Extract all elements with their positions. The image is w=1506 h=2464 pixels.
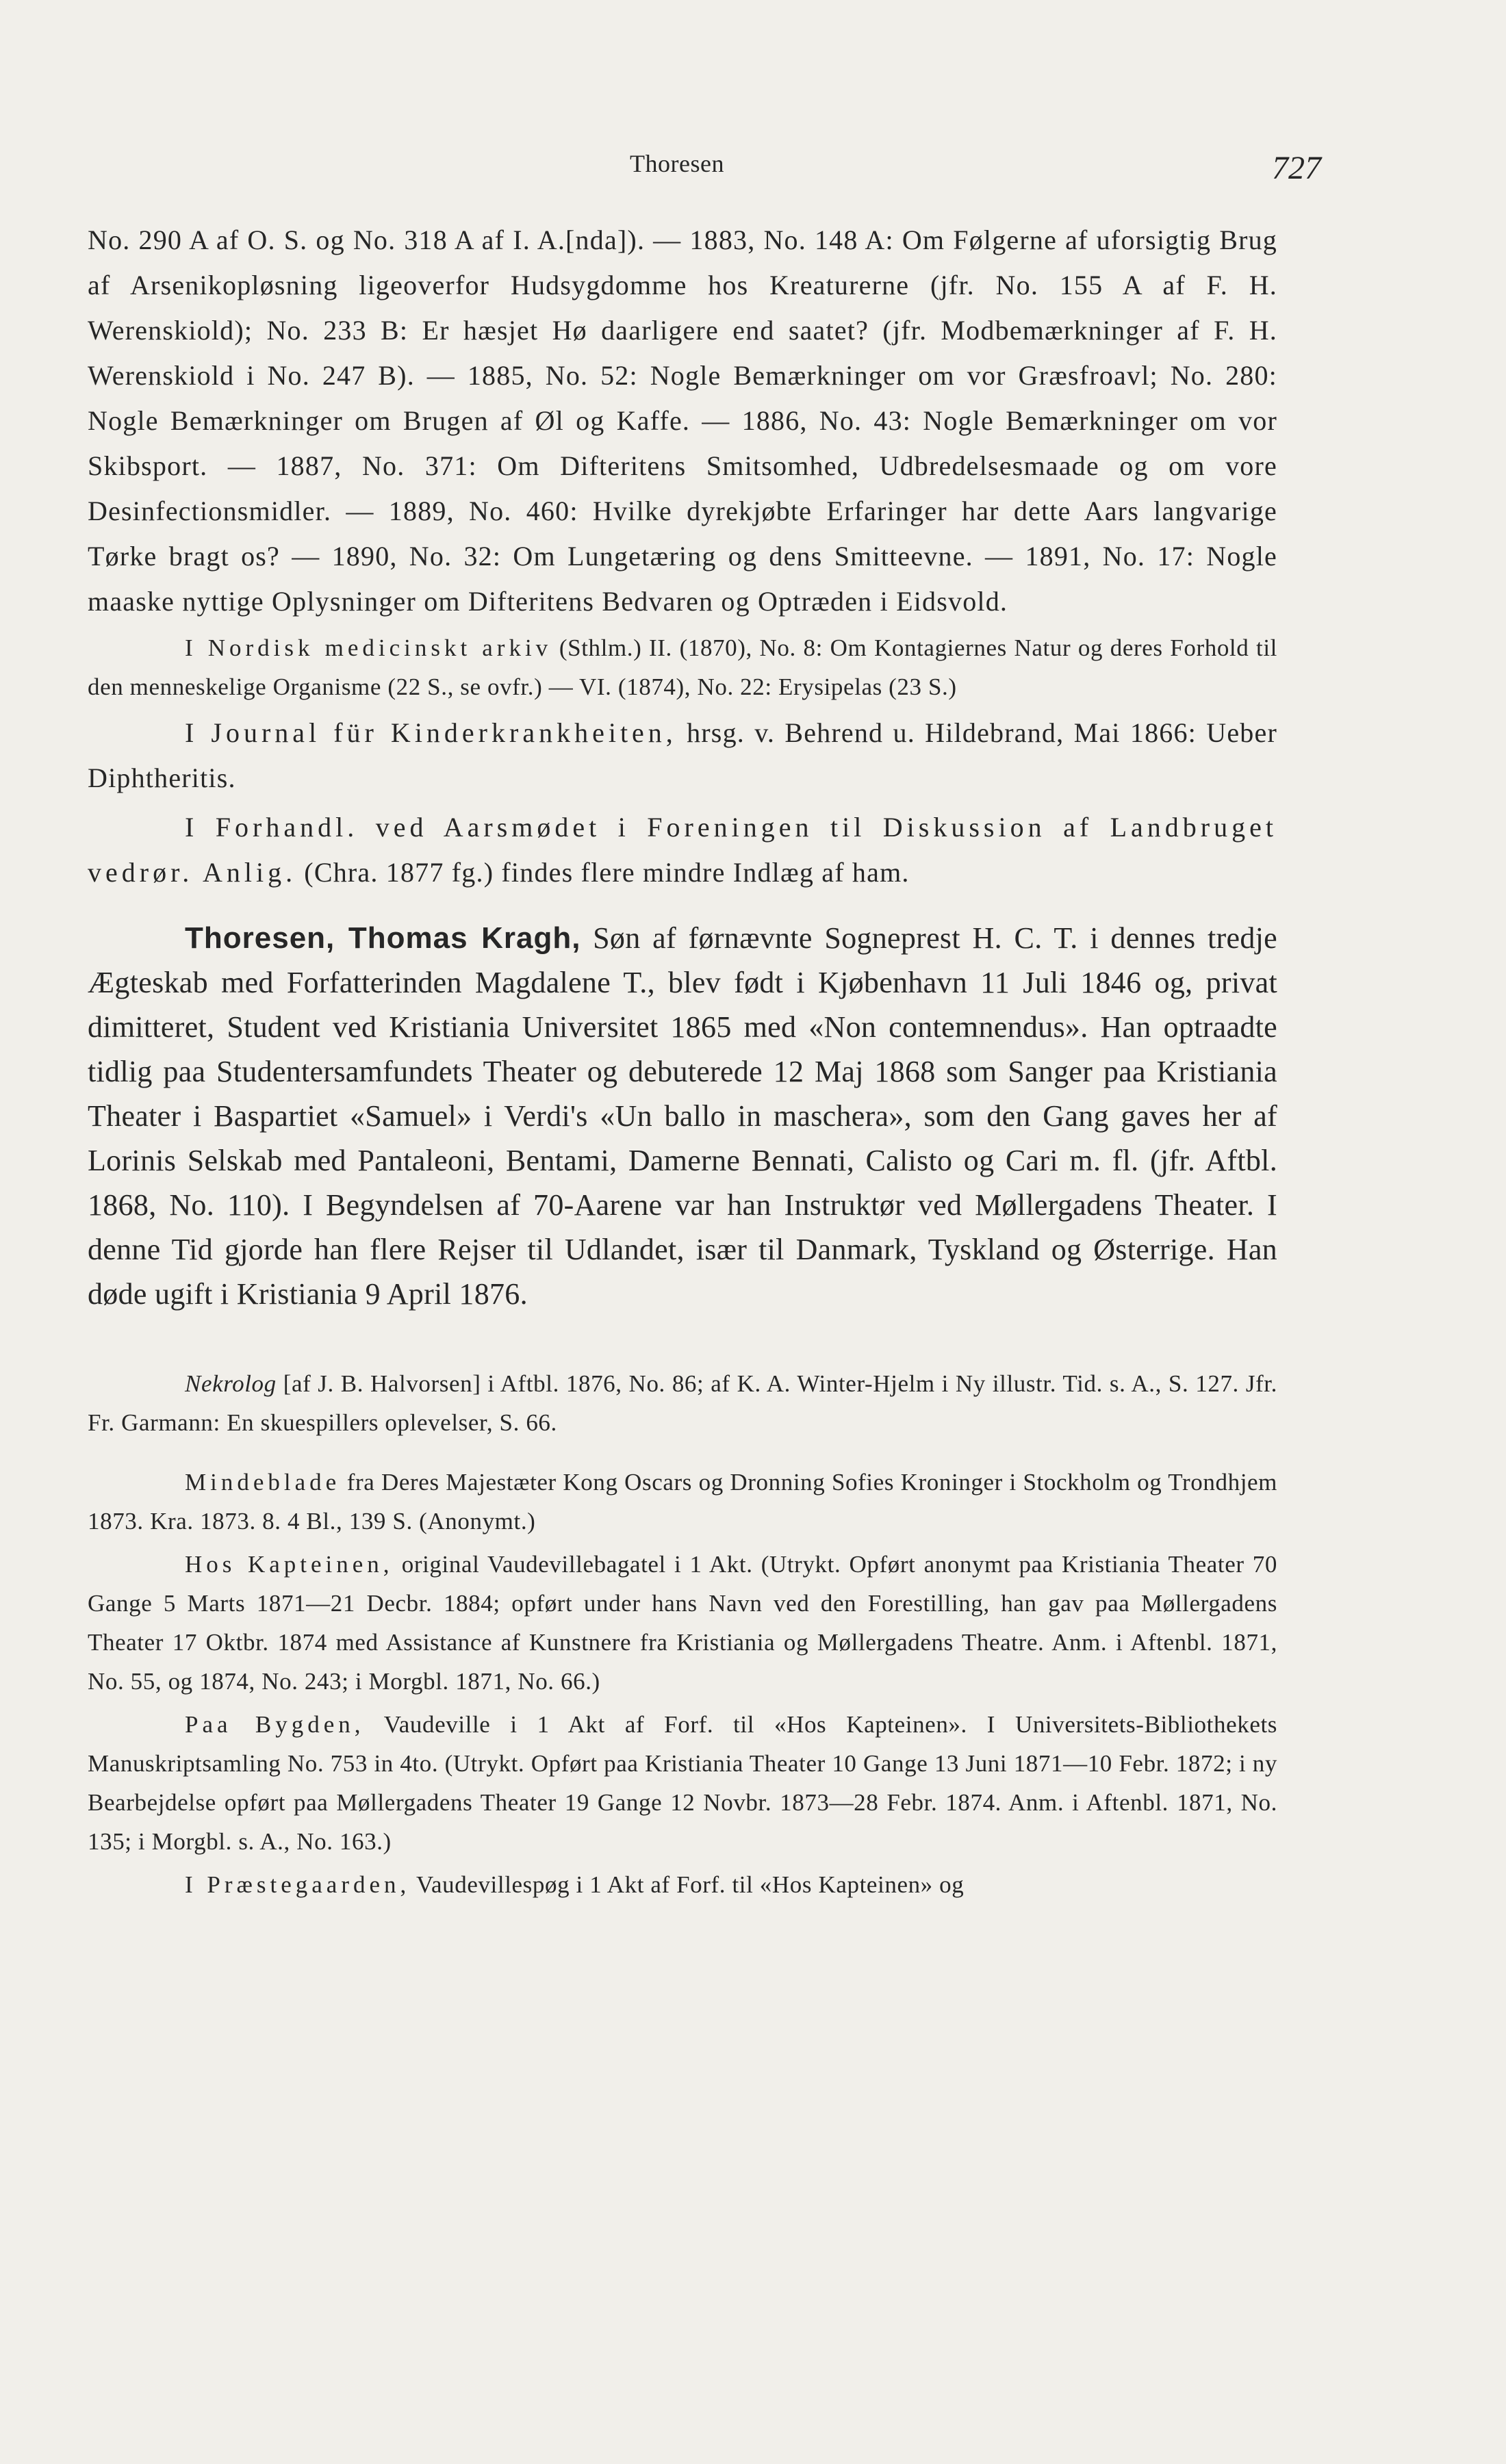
bibliography-entry: [88, 1865, 1277, 1904]
bibliography-entry: [88, 710, 1277, 801]
running-header: Thoresen: [630, 150, 724, 177]
page-body: [88, 218, 1277, 1904]
entry-lead: Hos Kapteinen,: [185, 1551, 394, 1578]
bibliography-entry: [88, 218, 1277, 624]
entry-text: No. 290 A af O. S. og No. 318 A af I. A.[nda]). — 1883, No. 148 A: Om Følgerne af uforsigtig Brug af Arsenikopløsning ligeoverfor Hudsygdomme hos Kreaturerne (jfr. No. 155 A af F. H. Werenskiold); No. 233 B: Er hæsjet Hø daarligere end saatet? (jfr. Modbemærkninger af F. H. Werenskiold i No. 247 B). — 1885, No. 52: Nogle Bemærkninger om vor Græsfroavl; No. 280: Nogle Bemærkninger om Brugen af Øl og Kaffe. — 1886, No. 43: Nogle Bemærkninger om vor Skibsport. — 1887, No. 371: Om Difteritens Smitsomhed, Udbredelsesmaade og om vore Desinfectionsmidler. — 1889, No. 460: Hvilke dyrekjøbte Erfaringer har dette Aars langvarige Tørke bragt os? — 1890, No. 32: Om Lungetæring og dens Smitteevne. — 1891, No. 17: Nogle maaske nyttige Oplysninger om Difteritens Bedvaren og Optræden i Eidsvold.: [88, 224, 1277, 617]
entry-text: Vaudevillespøg i 1 Akt af Forf. til «Hos Kapteinen» og: [410, 1871, 965, 1898]
entry-lead: I Nordisk medicinskt arkiv: [185, 634, 552, 661]
entry-text: (Sthlm.) II. (1870), No. 8: Om Kontagiernes Natur og deres Forhold til den menneskelige Organisme (22 S., se ovfr.) — VI. (1874), No. 22: Erysipelas (23 S.): [88, 634, 1277, 700]
entry-lead: I Forhandl. ved Aarsmødet i Foreningen til Diskussion af Landbruget vedrør. Anlig.: [88, 812, 1277, 888]
entry-lead: I Præstegaarden,: [185, 1871, 411, 1898]
biography-entry: [88, 916, 1277, 1316]
biography-text: Søn af førnævnte Sogneprest H. C. T. i dennes tredje Ægteskab med Forfatterinden Magdalene T., blev født i Kjøbenhavn 11 Juli 1846 og, privat dimitteret, Student ved Kristiania Universitet 1865 med «Non contemnendus». Han optraadte tidlig paa Studentersamfundets Theater og debuterede 12 Maj 1868 som Sanger paa Kristiania Theater i Baspartiet «Samuel» i Verdi's «Un ballo in maschera», som den Gang gaves her af Lorinis Selskab med Pantaleoni, Bentami, Damerne Bennati, Calisto og Cari m. fl. (jfr. Aftbl. 1868, No. 110). I Begyndelsen af 70-Aarene var han Instruktør ved Møllergadens Theater. I denne Tid gjorde han flere Rejser til Udlandet, især til Danmark, Tyskland og Østerrige. Han døde ugift i Kristiania 9 April 1876.: [88, 921, 1277, 1311]
biography-name: Thoresen, Thomas Kragh,: [185, 921, 581, 955]
entry-lead: Paa Bygden,: [185, 1711, 365, 1738]
entry-lead: Mindeblade: [185, 1469, 341, 1496]
bibliography-entry: [88, 1705, 1277, 1861]
bibliography-entry: [88, 1364, 1277, 1442]
bibliography-entry: [88, 1463, 1277, 1541]
bibliography-entry: [88, 628, 1277, 706]
page-number: 727: [1272, 150, 1321, 186]
entry-text: original Vaudevillebagatel i 1 Akt. (Utrykt. Opført anonymt paa Kristiania Theater 70 Gange 5 Marts 1871—21 Decbr. 1884; opført under hans Navn ved den Forestilling, han gav paa Møllergadens Theater 17 Oktbr. 1874 med Assistance af Kunstnere fra Kristiania og Møllergadens Theatre. Anm. i Aftenbl. 1871, No. 55, og 1874, No. 243; i Morgbl. 1871, No. 66.): [88, 1551, 1277, 1695]
entry-lead: I Journal für Kinderkrankheiten,: [185, 717, 677, 748]
entry-text: (Chra. 1877 fg.) findes flere mindre Indlæg af ham.: [296, 857, 910, 888]
entry-lead: Nekrolog: [185, 1370, 277, 1397]
entry-text: hrsg. v. Behrend u. Hildebrand, Mai 1866: Ueber Diphtheritis.: [88, 717, 1277, 793]
entry-text: [af J. B. Halvorsen] i Aftbl. 1876, No. 86; af K. A. Winter-Hjelm i Ny illustr. Tid. s. A., S. 127. Jfr. Fr. Garmann: En skuespillers oplevelser, S. 66.: [88, 1370, 1277, 1436]
bibliography-entry: [88, 1545, 1277, 1701]
entry-text: Vaudeville i 1 Akt af Forf. til «Hos Kapteinen». I Universitets-Bibliothekets Manuskriptsamling No. 753 in 4to. (Utrykt. Opført paa Kristiania Theater 10 Gange 13 Juni 1871—10 Febr. 1872; i ny Bearbejdelse opført paa Møllergadens Theater 19 Gange 12 Novbr. 1873—28 Febr. 1874. Anm. i Aftenbl. 1871, No. 135; i Morgbl. s. A., No. 163.): [88, 1711, 1277, 1855]
bibliography-entry: [88, 805, 1277, 895]
entry-text: fra Deres Majestæter Kong Oscars og Dronning Sofies Kroninger i Stockholm og Trondhjem 1873. Kra. 1873. 8. 4 Bl., 139 S. (Anonymt.): [88, 1469, 1277, 1535]
